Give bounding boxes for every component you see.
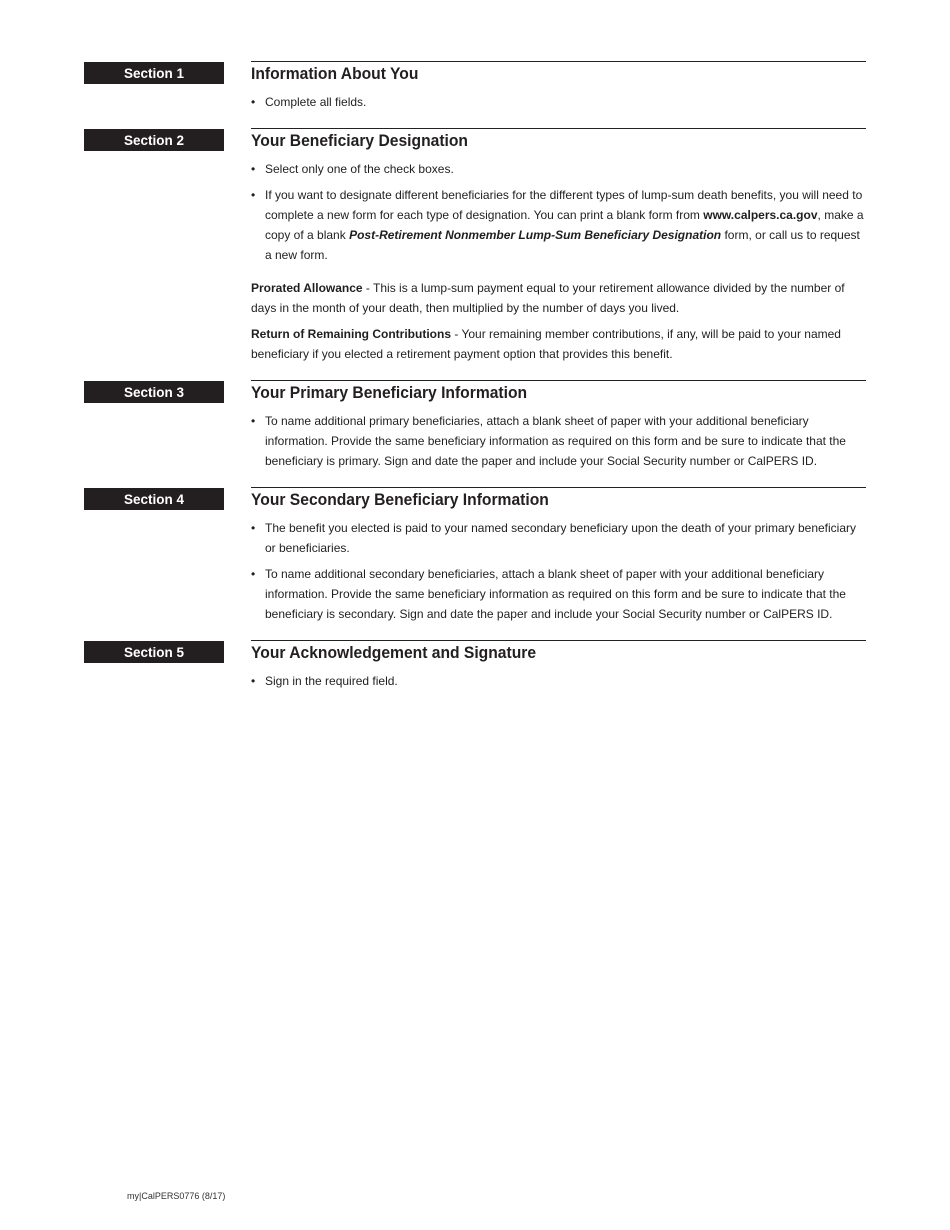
bullet-list — [251, 518, 866, 624]
list-item: • Sign in the required field. — [251, 674, 398, 688]
section-content — [251, 640, 866, 691]
section-label: Section 2 — [84, 129, 224, 151]
bullet-list — [251, 159, 866, 265]
form-number-footer: my|CalPERS0776 (8/17) — [127, 1191, 226, 1201]
bullet-list — [251, 92, 866, 112]
list-item: • Complete all fields. — [251, 95, 367, 109]
bullet-list — [251, 411, 866, 471]
section-heading: Your Secondary Beneficiary Information — [251, 490, 549, 509]
section-content — [251, 380, 866, 471]
list-item: • To name additional primary beneficiaries, attach a blank sheet of paper with your additional beneficiary information. Provide the same beneficiary information as required on this form and be sure to indicate that the beneficiary is primary. Sign and date the paper and include your Social Security number or CalPERS ID. — [251, 414, 846, 468]
list-item: • Select only one of the check boxes. — [251, 162, 454, 176]
bullet-list — [251, 671, 866, 691]
definition-prorated-allowance: Prorated Allowance - This is a lump-sum payment equal to your retirement allowance divided by the number of days in the month of your death, then multiplied by the number of days you lived. — [251, 281, 845, 315]
section-label: Section 5 — [84, 641, 224, 663]
section-content — [251, 128, 866, 364]
section-heading: Your Beneficiary Designation — [251, 131, 468, 150]
section-label: Section 3 — [84, 381, 224, 403]
section-label: Section 1 — [84, 62, 224, 84]
calpers-website-text: www.calpers.ca.gov — [703, 208, 818, 222]
section-heading: Information About You — [251, 64, 419, 83]
definition-return-of-contributions: Return of Remaining Contributions - Your remaining member contributions, if any, will be paid to your named beneficiary if you elected a retirement payment option that provides this benefit. — [251, 327, 841, 361]
list-item: • The benefit you elected is paid to your named secondary beneficiary upon the death of your primary beneficiary or beneficiaries. — [251, 521, 857, 555]
list-item: • To name additional secondary beneficiaries, attach a blank sheet of paper with your additional beneficiary information. Provide the same beneficiary information as required on this form and be sure to indicate that the beneficiary is secondary. Sign and date the paper and include your Social Security number or CalPERS ID. — [251, 567, 846, 621]
section-heading: Your Primary Beneficiary Information — [251, 383, 528, 402]
list-item: • If you want to designate different beneficiaries for the different types of lump-sum death benefits, you will need to complete a new form for each type of designation. You can print a blank form from www.calpers.ca.gov, make a copy of a blank Post-Retirement Nonmember Lump-Sum Beneficiary Designation form, or call us to request a new form. — [251, 188, 864, 262]
section-content — [251, 61, 866, 112]
section-label: Section 4 — [84, 488, 224, 510]
form-name: Post-Retirement Nonmember Lump-Sum Beneficiary Designation — [349, 228, 722, 242]
section-heading: Your Acknowledgement and Signature — [251, 643, 537, 662]
section-content — [251, 487, 866, 624]
